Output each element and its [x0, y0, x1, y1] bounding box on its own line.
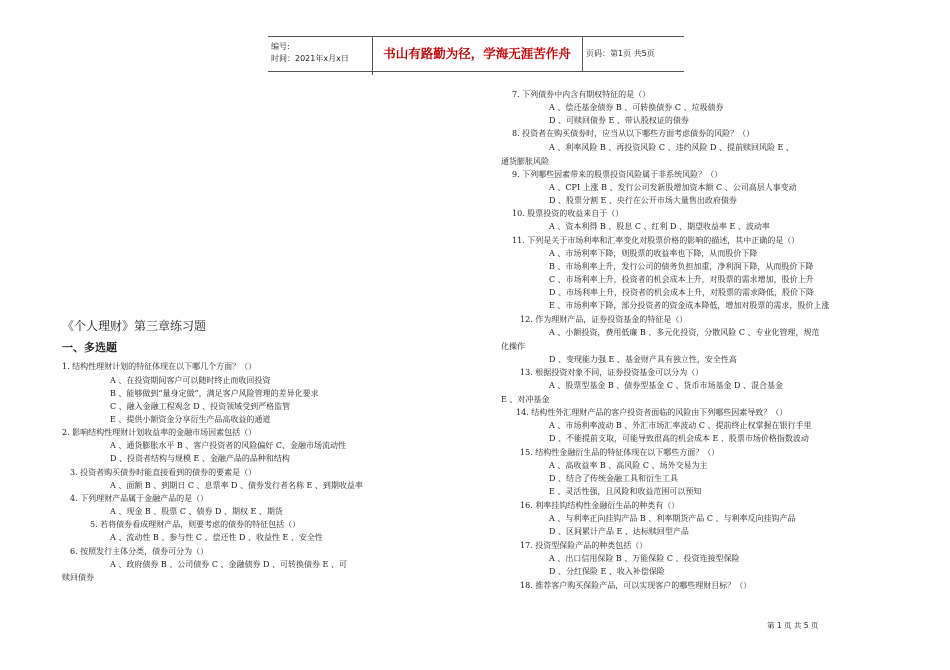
question-line: 9. 下列哪些因素带来的股票投资风险属于非系统风险？（） [512, 170, 723, 179]
option-line: A 、现金 B 、股票 C 、债券 D 、期权 E 、期货 [110, 507, 283, 516]
question-line: 15. 结构性金融衍生品的特征体现在以下哪些方面？（） [520, 448, 720, 457]
option-line: A 、市场利率波动 B 、外汇市场汇率波动 C 、提前终止权掌握在银行手里 [549, 421, 812, 430]
option-line: A 、与利率正向挂钩产品 B 、利率期货产品 C 、与利率反向挂钩产品 [549, 514, 796, 523]
document-header [268, 36, 684, 72]
option-line: A 、高收益率 B 、高风险 C 、场外交易为主 [549, 461, 708, 470]
option-line: D 、区间累计产品 E 、达标赎回型产品 [549, 527, 689, 536]
option-line: A 、CPI 上涨 B 、发行公司发新股增加资本额 C 、公司高层人事变动 [549, 183, 797, 192]
option-line: A 、在投资期间客户可以随时终止而收回投资 [110, 376, 271, 385]
option-line: B 、市场利率上升，发行公司的债务负担加重，净利润下降，从而股价下降 [549, 262, 814, 271]
question-line: 4. 下列理财产品属于金融产品的是（） [70, 494, 209, 503]
question-line: 16. 利率挂钩结构性金融衍生品的种类有（） [520, 501, 680, 510]
option-line: B 、能够做到“量身定做”，满足客户风险管理的差异化要求 [110, 389, 319, 398]
question-line: 2. 影响结构性理财计划收益率的金融市场因素包括（） [62, 428, 257, 437]
page-footer: 第 1 页 共 5 页 [767, 621, 819, 630]
header-time-label: 时间：2021年x月x日 [271, 54, 349, 63]
option-line: A 、面额 B 、到期日 C 、息票率 D 、债券发行者名称 E 、到期收益率 [110, 481, 363, 490]
header-number-label: 编号: [271, 42, 290, 51]
question-line: 8. 投资者在购买债券时，应当从以下哪些方面考虑债券的风险？（） [512, 129, 755, 138]
option-line: D 、不能提前支取，可能导致很高的机会成本 E 、股票市场价格指数波动 [549, 434, 809, 443]
section-title: 一、多选题 [62, 341, 117, 354]
option-line: D 、变现能力强 E 、基金财产具有独立性，安全性高 [549, 355, 737, 364]
option-line-continued: 通货膨胀风险 [501, 157, 549, 166]
option-line: C 、市场利率上升，投资者的机会成本上升，对股票的需求增加，股价上升 [549, 275, 814, 284]
option-line: A 、利率风险 B 、再投资风险 C 、违约风险 D 、提前赎回风险 E 、 [549, 143, 794, 152]
question-line: 12. 作为理财产品，证券投资基金的特征是（） [520, 315, 688, 324]
question-line: 5. 若将债券看成理财产品，则要考虑的债券的特征包括（） [90, 520, 301, 529]
option-line: C 、融入金融工程观念 D 、投资领域受到严格监管 [110, 402, 291, 411]
question-line: 11. 下列是关于市场利率和汇率变化对股票价格的影响的描述，其中正确的是（） [512, 236, 800, 245]
option-line-continued: E 、对冲基金 [501, 395, 550, 404]
header-page-info: 页码：第1页 共5页 [586, 49, 655, 58]
question-line: 1. 结构性理财计划的特征体现在以下哪几个方面？（） [62, 362, 257, 371]
option-line-continued: 化操作 [501, 342, 525, 351]
option-line: A 、政府债券 B 、公司债券 C 、金融债券 D 、可转换债券 E 、可 [110, 560, 347, 569]
document-title: 《个人理财》第三章练习题 [62, 319, 207, 333]
option-line: D 、股票分割 E 、央行在公开市场大量售出政府债券 [549, 196, 737, 205]
header-meta [268, 37, 373, 75]
option-line-continued: 赎回债券 [62, 573, 94, 582]
question-line: 17. 投资型保险产品的种类包括（） [520, 541, 648, 550]
option-line: D 、市场利率上升，投资者的机会成本上升，对股票的需求降低，股价下降 [549, 288, 814, 297]
question-line: 3. 投资者购买债券时能直接看到的债券的要素是（） [70, 468, 257, 477]
option-line: A 、偿还基金债券 B 、可转换债券 C 、垃圾债券 [549, 103, 724, 112]
option-line: E 、提供小额资金分享衍生产品高收益的通道 [110, 415, 271, 424]
option-line: D 、分红保险 E 、收入补偿保险 [549, 567, 665, 576]
option-line: D 、结合了传统金融工具和衍生工具 [549, 474, 678, 483]
option-line: A 、资本利得 B 、股息 C 、红利 D 、期望收益率 E 、波动率 [549, 222, 770, 231]
option-line: A 、通货膨胀水平 B 、客户投资者的风险偏好 C、金融市场流动性 [110, 441, 346, 450]
question-line: 10. 股票投资的收益来自于（） [512, 209, 624, 218]
option-line: A 、市场利率下降，则股票的收益率也下降，从而股价下降 [549, 249, 758, 258]
option-line: D 、可赎回债券 E 、带认股权证的债券 [549, 116, 689, 125]
option-line: E 、灵活性强，且风险和收益范围可以预知 [549, 487, 702, 496]
option-line: E 、市场利率下降，部分投资者的资金成本降低，增加对股票的需求，股价上涨 [549, 301, 830, 310]
option-line: D 、投资者结构与规模 E 、金融产品的品种和结构 [110, 454, 290, 463]
question-line: 14. 结构性外汇理财产品的客户投资者面临的风险由下列哪些因素导致？（） [516, 408, 788, 417]
option-line: A 、出口信用保险 B 、万能保险 C 、投资连接型保险 [549, 554, 740, 563]
option-line: A 、股票型基金 B 、债券型基金 C 、货币市场基金 D 、混合基金 [549, 381, 783, 390]
question-line: 7. 下列债券中内含有期权特征的是（） [512, 90, 651, 99]
header-motto: 书山有路勤为径，学海无涯苦作舟 [372, 37, 583, 71]
question-line: 18. 推荐客户购买保险产品，可以实现客户的哪些理财目标？（） [520, 581, 752, 590]
question-line: 6. 按照发行主体分类，债券可分为（） [70, 547, 209, 556]
option-line: A 、小额投资，费用低廉 B 、多元化投资，分散风险 C 、专业化管理，规范 [549, 328, 820, 337]
question-line: 13. 根据投资对象不同，证券投资基金可以分为（） [520, 368, 704, 377]
option-line: A 、流动性 B 、参与性 C 、偿还性 D 、收益性 E 、安全性 [110, 533, 323, 542]
